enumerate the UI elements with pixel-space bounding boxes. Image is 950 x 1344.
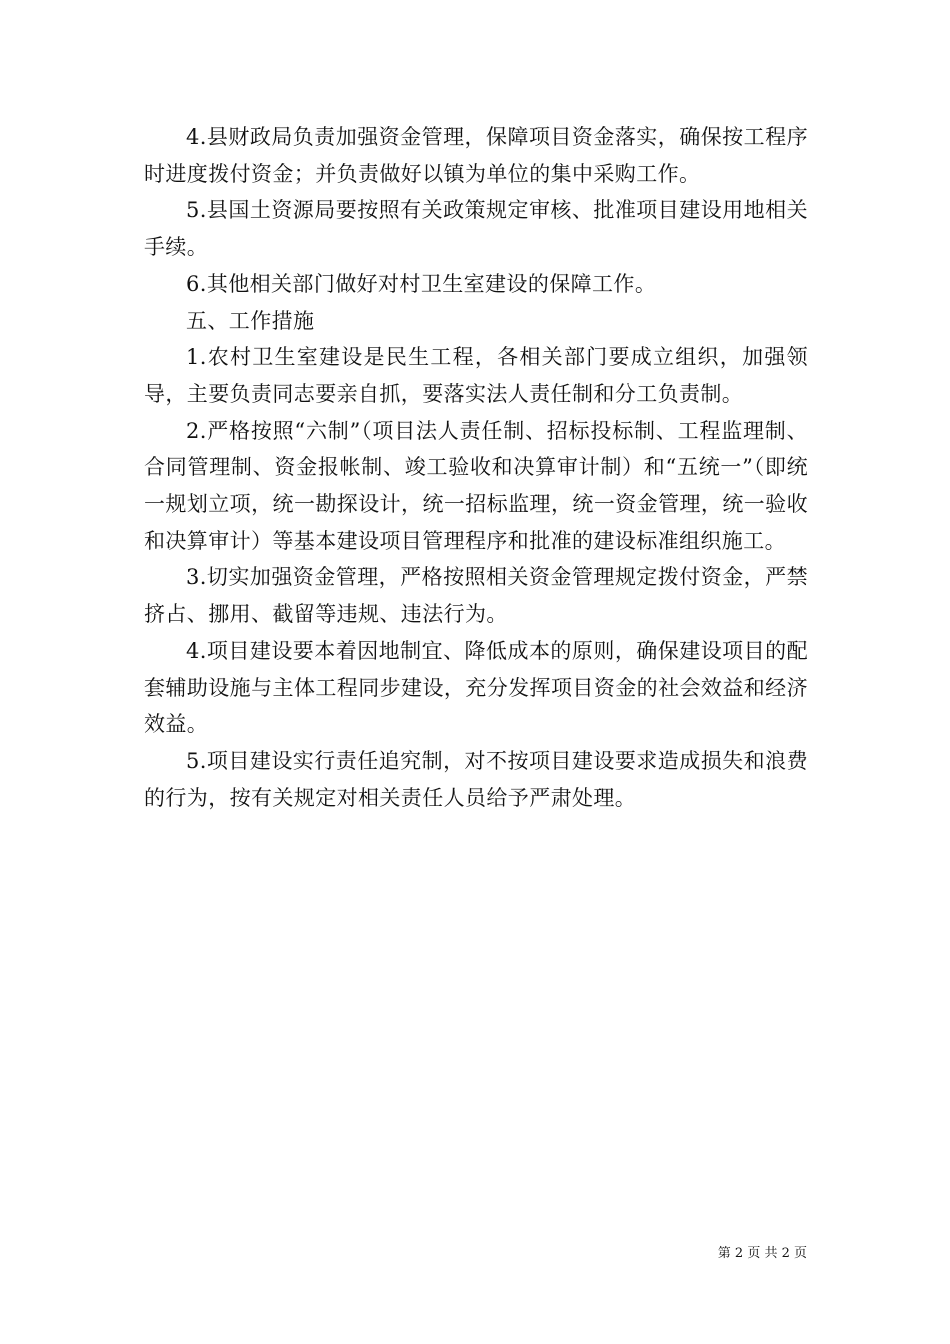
- paragraph-other-departments: 6.其他相关部门做好对村卫生室建设的保障工作。: [186, 271, 657, 296]
- paragraph-finance-bureau: 4.县财政局负责加强资金管理，保障项目资金落实，确保按工程序时进度拨付资金；并负责做好以镇为单位的集中采购工作。: [144, 125, 808, 186]
- paragraph-measure-2: 2.严格按照“六制”（项目法人责任制、招标投标制、工程监理制、合同管理制、资金报帐制、竣工验收和决算审计制）和“五统一”（即统一规划立项，统一勘探设计，统一招标监理，统一资金管理，统一验收和决算审计）等基本建设项目管理程序和批准的建设标准组织施工。: [144, 418, 808, 553]
- paragraph-land-resources-bureau: 5.县国土资源局要按照有关政策规定审核、批准项目建设用地相关手续。: [144, 198, 808, 260]
- page-number-footer: 第 2 页 共 2 页: [717, 1246, 807, 1261]
- section-heading-work-measures: 五、工作措施: [186, 308, 315, 333]
- paragraph-measure-5: 5.项目建设实行责任追究制，对不按项目建设要求造成损失和浪费的行为，按有关规定对相关责任人员给予严肃处理。: [144, 748, 808, 810]
- paragraph-measure-1: 1.农村卫生室建设是民生工程，各相关部门要成立组织，加强领导，主要负责同志要亲自抓，要落实法人责任制和分工负责制。: [144, 345, 808, 406]
- document-body: [144, 119, 808, 816]
- paragraph-measure-4: 4.项目建设要本着因地制宜、降低成本的原则，确保建设项目的配套辅助设施与主体工程同步建设，充分发挥项目资金的社会效益和经济效益。: [144, 638, 808, 737]
- paragraph-measure-3: 3.切实加强资金管理，严格按照相关资金管理规定拨付资金，严禁挤占、挪用、截留等违规、违法行为。: [144, 565, 808, 627]
